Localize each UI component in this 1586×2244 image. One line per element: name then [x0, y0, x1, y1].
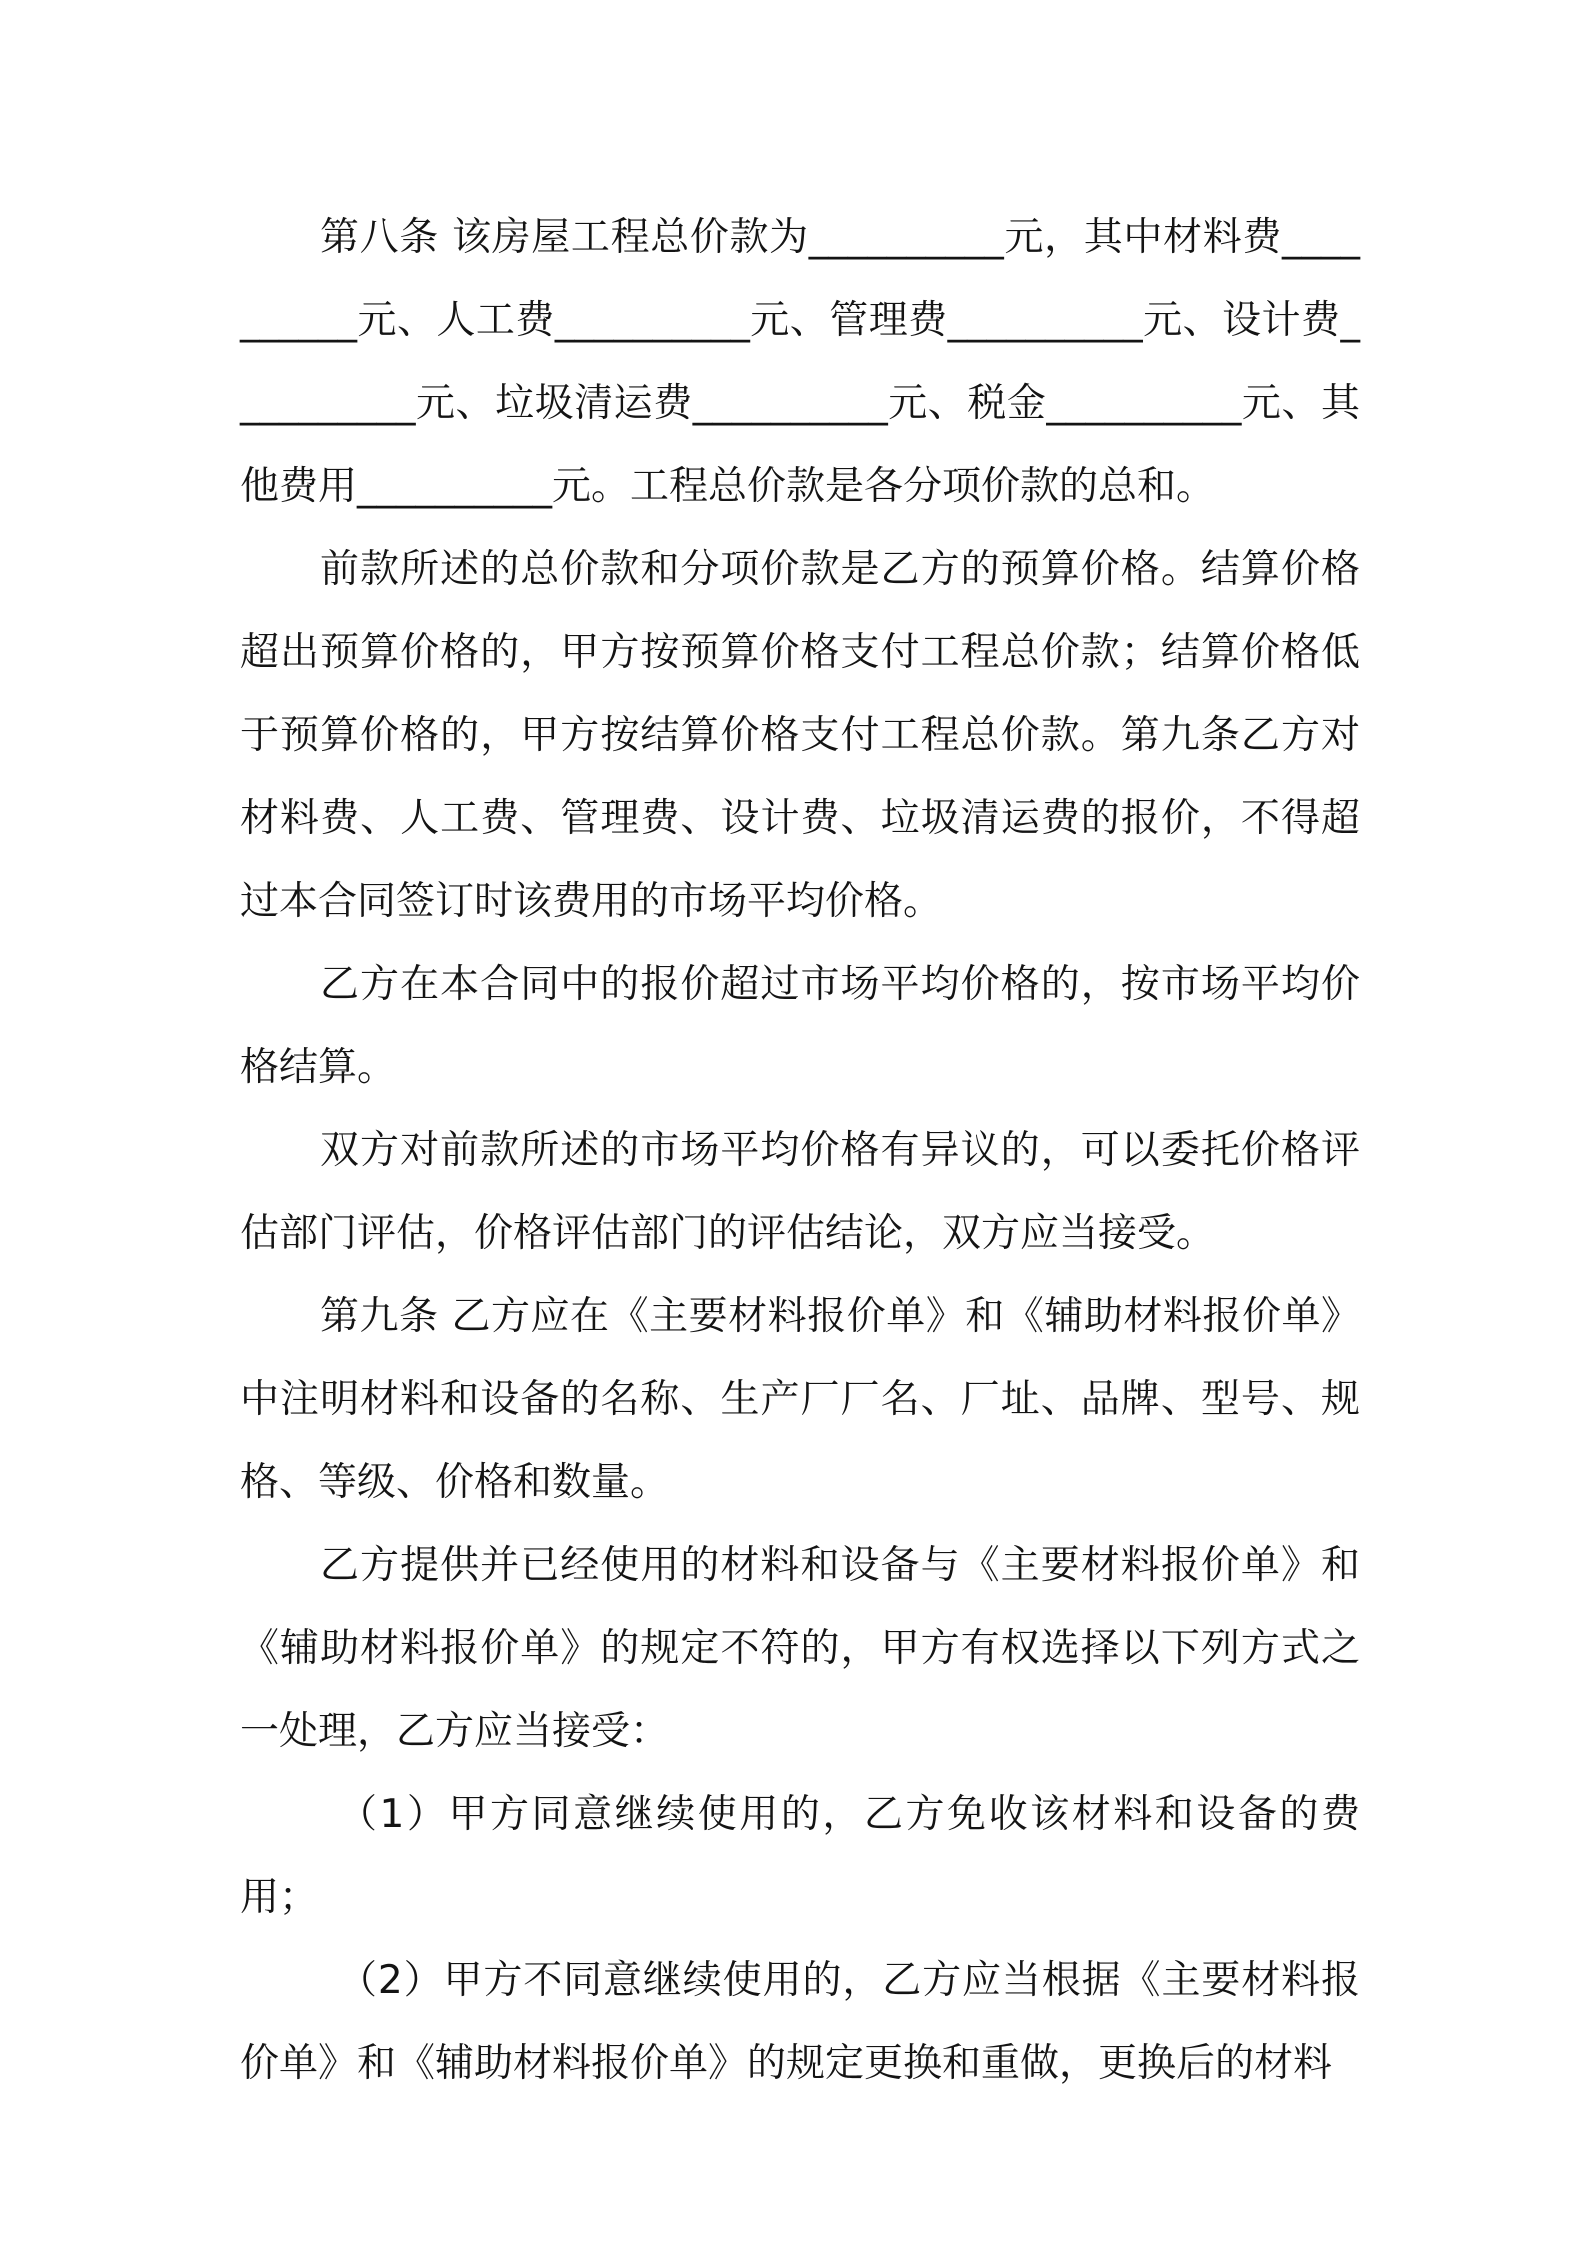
- paragraph-nonconforming-materials: 乙方提供并已经使用的材料和设备与《主要材料报价单》和《辅助材料报价单》的规定不符的，甲方有权选择以下列方式之一处理，乙方应当接受：: [240, 1543, 1360, 1754]
- document-body: [240, 196, 1360, 2105]
- paragraph-budget-price: 前款所述的总价款和分项价款是乙方的预算价格。结算价格超出预算价格的，甲方按预算价格支付工程总价款；结算价格低于预算价格的，甲方按结算价格支付工程总价款。第九条乙方对材料费、人工费、管理费、设计费、垃圾清运费的报价，不得超过本合同签订时该费用的市场平均价格。: [240, 547, 1360, 924]
- paragraph-article-8-total-price: 第八条 该房屋工程总价款为__________元，其中材料费__________元、人工费__________元、管理费__________元、设计费__________元、垃圾清运费__________元、税金__________元、其他费用__________元。工程总价款是各分项价款的总和。: [240, 215, 1360, 509]
- list-item-1: （1）甲方同意继续使用的，乙方免收该材料和设备的费用；: [240, 1792, 1360, 1920]
- list-item-2: （2）甲方不同意继续使用的，乙方应当根据《主要材料报价单》和《辅助材料报价单》的规定更换和重做，更换后的材料: [240, 1958, 1360, 2086]
- paragraph-article-9-material-list: 第九条 乙方应在《主要材料报价单》和《辅助材料报价单》中注明材料和设备的名称、生产厂厂名、厂址、品牌、型号、规格、等级、价格和数量。: [240, 1294, 1360, 1505]
- paragraph-market-average-settlement: 乙方在本合同中的报价超过市场平均价格的，按市场平均价格结算。: [240, 962, 1360, 1090]
- paragraph-price-assessment: 双方对前款所述的市场平均价格有异议的，可以委托价格评估部门评估，价格评估部门的评估结论，双方应当接受。: [240, 1128, 1360, 1256]
